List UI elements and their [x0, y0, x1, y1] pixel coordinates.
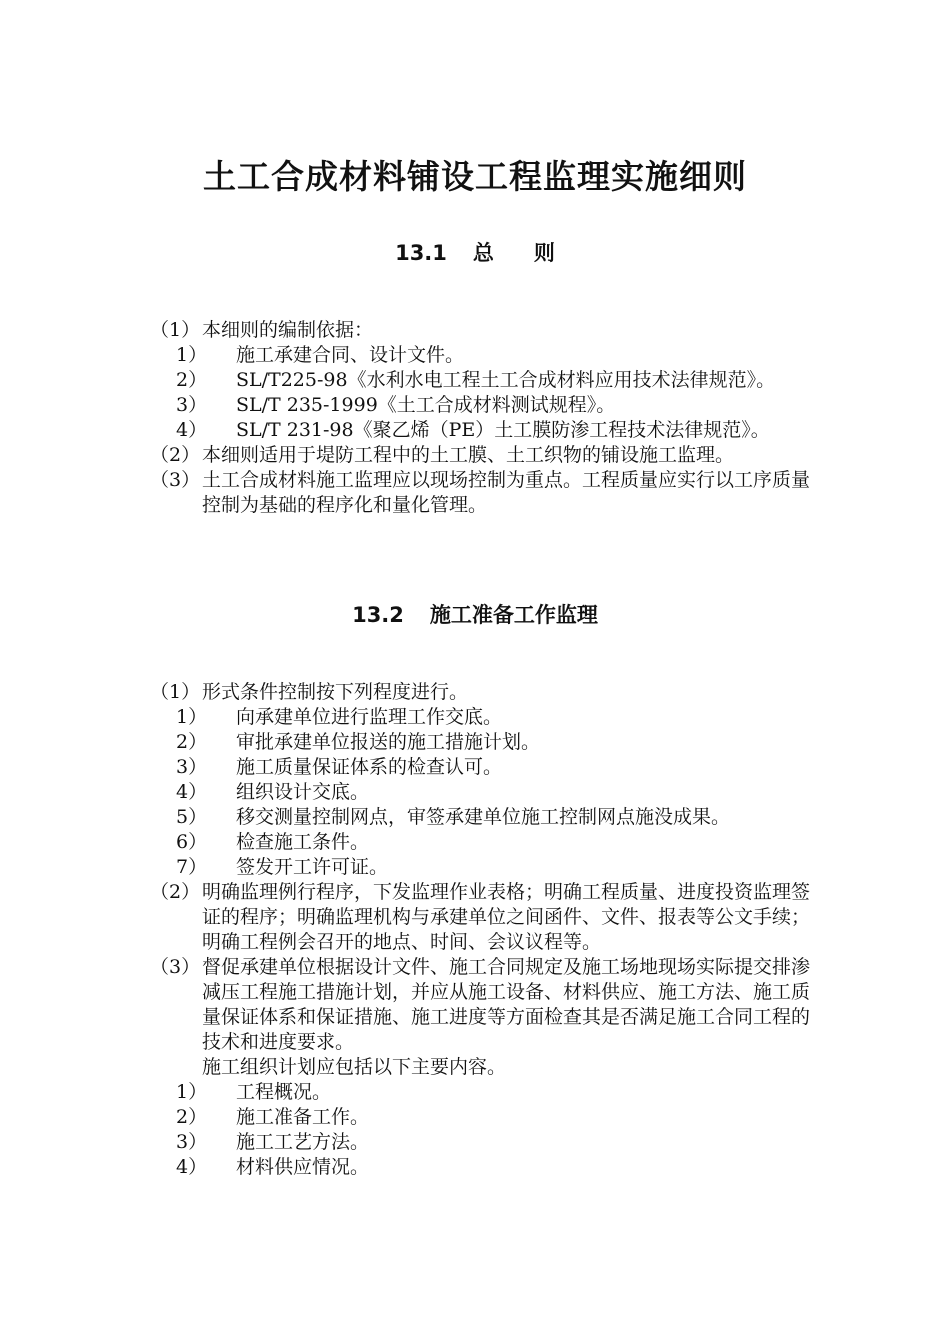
- list-item-text: 移交测量控制网点，审签承建单位施工控制网点施没成果。: [236, 806, 731, 828]
- list-item: [150, 805, 815, 830]
- list-item-text: 工程概况。: [236, 1081, 332, 1103]
- list-item: [150, 755, 815, 780]
- section-body-13-2: [150, 680, 815, 1180]
- section-body-13-1: [150, 318, 815, 518]
- list-item-text: 施工工艺方法。: [236, 1131, 370, 1153]
- paragraph: [150, 955, 815, 1055]
- section-number: 13.1: [395, 241, 447, 265]
- paragraph-continuation: 施工组织计划应包括以下主要内容。: [202, 1056, 507, 1078]
- list-item-label: 4）: [176, 419, 208, 441]
- paragraph-label: （2）: [150, 881, 201, 903]
- list-item-text: 签发开工许可证。: [236, 856, 389, 878]
- list-item-label: 1）: [176, 344, 208, 366]
- list-item: [150, 855, 815, 880]
- list-item-label: 2）: [176, 369, 208, 391]
- paragraph: [150, 443, 815, 468]
- list-item-label: 7）: [176, 856, 208, 878]
- list-item-label: 2）: [176, 731, 208, 753]
- document-title: 土工合成材料铺设工程监理实施细则: [203, 157, 747, 196]
- section-heading-13-1: [0, 238, 950, 268]
- section-title-part: 总: [472, 241, 494, 265]
- paragraph-text: 形式条件控制按下列程度进行。: [202, 681, 469, 703]
- section-number: 13.2: [352, 603, 404, 627]
- list-item: [150, 780, 815, 805]
- list-item-label: 4）: [176, 1156, 208, 1178]
- paragraph-text: 本细则适用于堤防工程中的土工膜、土工织物的铺设施工监理。: [202, 444, 735, 466]
- list-item: [150, 830, 815, 855]
- list-item: [150, 705, 815, 730]
- list-item: [150, 418, 815, 443]
- list-item-label: 3）: [176, 756, 208, 778]
- section-title: 施工准备工作监理: [429, 603, 598, 627]
- list-item-label: 1）: [176, 1081, 208, 1103]
- list-item: [150, 1130, 815, 1155]
- list-item: [150, 1105, 815, 1130]
- list-item-text: 施工承建合同、设计文件。: [236, 344, 465, 366]
- section-heading-13-2: [0, 600, 950, 630]
- paragraph-text: 督促承建单位根据设计文件、施工合同规定及施工场地现场实际提交排渗减压工程施工措施计划，并应从施工设备、材料供应、施工方法、施工质量保证体系和保证措施、施工进度等方面检查其是否满足施工合同工程的技术和进度要求。: [202, 956, 811, 1053]
- list-item-label: 5）: [176, 806, 208, 828]
- list-item: [150, 730, 815, 755]
- list-item-label: 3）: [176, 394, 208, 416]
- list-item-text: 检查施工条件。: [236, 831, 370, 853]
- list-item-text: 材料供应情况。: [236, 1156, 370, 1178]
- paragraph: [150, 680, 815, 705]
- list-item-text: 审批承建单位报送的施工措施计划。: [236, 731, 541, 753]
- paragraph-text: 明确监理例行程序，下发监理作业表格；明确工程质量、进度投资监理签证的程序；明确监理机构与承建单位之间函件、文件、报表等公文手续；明确工程例会召开的地点、时间、会议议程等。: [202, 881, 811, 953]
- list-item: [150, 1080, 815, 1105]
- list-item: [150, 343, 815, 368]
- list-item-label: 2）: [176, 1106, 208, 1128]
- list-item: [150, 368, 815, 393]
- paragraph: [150, 468, 815, 518]
- list-item: [150, 1155, 815, 1180]
- list-item-text: SL/T 235-1999《土工合成材料测试规程》。: [236, 394, 616, 416]
- list-item-text: SL/T225-98《水利水电工程土工合成材料应用技术法律规范》。: [236, 369, 776, 391]
- list-item-text: 组织设计交底。: [236, 781, 370, 803]
- list-item-text: 施工质量保证体系的检查认可。: [236, 756, 503, 778]
- paragraph-label: （3）: [150, 956, 201, 978]
- section-title-part: 则: [533, 241, 555, 265]
- paragraph-label: （2）: [150, 444, 201, 466]
- paragraph-label: （1）: [150, 319, 201, 341]
- list-item-label: 1）: [176, 706, 208, 728]
- paragraph-label: （3）: [150, 469, 201, 491]
- list-item-text: SL/T 231-98《聚乙烯（PE）土工膜防渗工程技术法律规范》。: [236, 419, 770, 441]
- list-item: [150, 393, 815, 418]
- list-item-text: 向承建单位进行监理工作交底。: [236, 706, 503, 728]
- paragraph: [150, 880, 815, 955]
- list-item-label: 4）: [176, 781, 208, 803]
- list-item-label: 6）: [176, 831, 208, 853]
- paragraph-text: 土工合成材料施工监理应以现场控制为重点。工程质量应实行以工序质量控制为基础的程序化和量化管理。: [202, 469, 811, 516]
- list-item-label: 3）: [176, 1131, 208, 1153]
- paragraph: [150, 318, 815, 343]
- paragraph-text: 本细则的编制依据：: [202, 319, 374, 341]
- paragraph-label: （1）: [150, 681, 201, 703]
- list-item-text: 施工准备工作。: [236, 1106, 370, 1128]
